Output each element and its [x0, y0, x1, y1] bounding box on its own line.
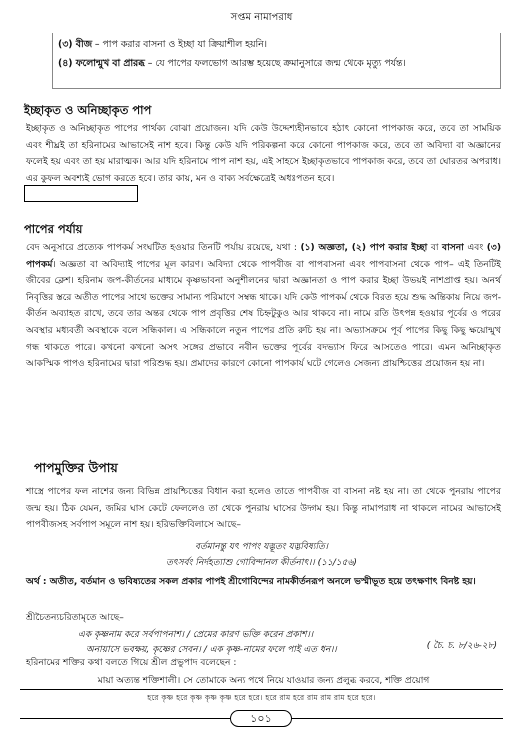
footer-line-left	[20, 718, 230, 719]
paragraph-deliberate-sin: ইচ্ছাকৃত ও অনিচ্ছাকৃত পাপের পার্থক্য বোঝা প্রয়োজন। যদি কেউ উদ্দেশ্যহীনভাবে হঠাৎ কোনো পাপকাজ করে, তবে তা সাময়িক এবং শীঘ্রই তা হরিনামের আভাসেই নাশ হবে। কিন্তু কেউ যদি পরিকল্পনা করে কোনো পাপকাজ করে, তবে তা অবিদ্যা বা অজ্ঞানের ফলেই হয় এবং তা হয় মারাত্মক। আর যদি হরিনামে পাপ নাশ হয়, এই সাহসে ইচ্ছাকৃতভাবে পাপকাজ করে, তবে তা ঘোরতর অপরাধ। এর কুফল অবশ্যই ভোগ করতে হবে। তার কায়, মন ও বাক্য সর্বক্ষেত্রেই অধঃপতন হবে।	[26, 124, 501, 184]
section-heading-deliberate-sin: ইচ্ছাকৃত ও অনিচ্ছাকৃত পাপ	[24, 103, 152, 117]
text-run: বা	[427, 243, 443, 253]
footer-line-right	[292, 718, 503, 719]
text-run: এবং	[463, 243, 487, 253]
list-item-bija	[58, 37, 499, 52]
item-text: – পাপ করার বাসনা ও ইচ্ছা যা ক্রিয়াশীল হয়নি।	[91, 39, 267, 50]
verse-reference: ( চৈ. চ. ৮/২৬-২৮)	[426, 641, 497, 651]
bold-run: (৩) পাপকর্ম	[26, 243, 501, 270]
section-heading-stages-of-sin: পাপের পর্যায়	[24, 222, 83, 236]
item-label: (৪) ফলোন্মুখ বা প্রারব্ধ	[58, 58, 145, 69]
sanskrit-verse-line-1: বর্তমানন্তু যৎ পাপং যদ্ভূতং যদ্ভবিষ্যতি।	[194, 542, 329, 552]
text-run: বেদ অনুসারে প্রত্যেক পাপকর্ম সংঘটিত হওয়ার তিনটি পর্যায় রয়েছে, যথা :	[26, 243, 301, 253]
bengali-verse-line-2: অনায়াসে ভবক্ষয়, কৃষ্ণের সেবন। / এক কৃষ্ণ-নামের ফলে পাই এত ধন।।	[86, 645, 337, 655]
paragraph-liberation: শাস্ত্রে পাপের ফল নাশের জন্য বিভিন্ন প্রায়শ্চিত্তের বিধান করা হলেও তাতে পাপবীজ বা বাসনা নষ্ট হয় না। তা থেকে পুনরায় পাপের জন্ম হয়। ঠিক যেমন, জমির ঘাস কেটে ফেললেও তা থেকে পুনরায় ঘাসের উদ্গম হয়। কিন্তু নামাপরাধ না থাকলে নামের আভাসেই পাপবীজসহ সর্বপাপ সমূলে নাশ হয়। হরিভক্তিবিলাসে আছে–	[26, 487, 501, 531]
footer-rule	[20, 689, 503, 690]
bold-run: (১) অজ্ঞতা, (২) পাপ করার ইচ্ছা	[300, 243, 428, 253]
meaning-label: অর্থ :	[26, 577, 50, 587]
page-number: ১০১	[230, 710, 292, 727]
prabhupada-intro: হরিনামের শক্তির কথা বলতে গিয়ে শ্রীল প্রভুপাদ বলেছেন :	[26, 658, 237, 668]
prabhupada-quote: মায়া অত্যন্ত শক্তিশালী। সে তোমাকে অন্য পথে নিয়ে যাওয়ার জন্য প্রলুব্ধ করবে, শক্তি প্রয়োগ	[97, 676, 430, 686]
section-heading-liberation: পাপমুক্তির উপায়	[34, 460, 118, 475]
item-label: (৩) বীজ	[58, 39, 92, 50]
footer-mantra: হরে কৃষ্ণ হরে কৃষ্ণ কৃষ্ণ কৃষ্ণ হরে হরে। হরে রাম হরে রাম রাম রাম হরে হরে।	[147, 693, 376, 702]
list-item-prarabdha	[58, 56, 499, 71]
paragraph-stages-of-sin	[26, 240, 501, 373]
meaning-text: অতীত, বর্তমান ও ভবিষ্যতের সকল প্রকার পাপই শ্রীগোবিন্দের নামকীর্তনরূপ অনলে ভস্মীভূত হয়ে তৎক্ষণাৎ বিনষ্ট হয়।	[49, 577, 476, 587]
bold-run: বাসনা	[442, 243, 464, 253]
highlight-box	[24, 185, 138, 202]
text-run: । অজ্ঞতা বা অবিদ্যাই পাপের মূল কারণ। অবিদ্যা থেকে পাপবীজ বা পাপবাসনা এবং পাপবাসনা থেকে পাপ– এই তিনটিই জীবের ক্লেশ। হরিনাম জপ-কীর্তনের মাধ্যমে কৃষ্ণভাবনা অনুশীলনের দ্বারা অজ্ঞানতা ও পাপ করার ইচ্ছা উভয়ই নাশপ্রাপ্ত হয়। অনর্থ নিবৃত্তির স্তরে অতীত পাপের সাথে ভক্তের সামান্য পরিমাণে সম্বন্ধ থাকে। যদি কেউ পাপকর্ম থেকে বিরত হয়ে শুদ্ধ অন্তিকায় নিয়ে জপ-কীর্তন অব্যাহত রাখে, তবে তার অন্তর থেকে পাপ প্রবৃত্তির শেষ চিহ্নটুকুও আর থাকবে না। নামে রতি উৎপন্ন হওয়ার পূর্বের ও পরের অবস্থার মধ্যবর্তী অবস্থাকে বলে সন্ধিকাল। এ সন্ধিকালে নতুন পাপের প্রতি রুচি হয় না। অভ্যাসক্রমে পূর্ব পাপের কিছু কিছু ক্ষয়োন্মুখ গন্ধ থাকতে পারে। কখনো কখনো অসৎ সঙ্গের প্রভাবে নবীন ভক্তের পূর্বের বদভ্যাস ফিরে আসতেও পারে। এমন অনিচ্ছাকৃত আকস্মিক পাপও হরিনামের দ্বারা পরিশুদ্ধ হয়। প্রমাদের কারণে কোনো পাপকার্য ঘটে গেলেও সেজন্য প্রায়শ্চিত্তের প্রয়োজন হয় না।	[26, 259, 501, 370]
bengali-verse-line-1: এক কৃষ্ণনাম করে সর্বপাপনাশ। / প্রেমের কারণ ভক্তি করেন প্রকাশ।।	[78, 630, 314, 640]
sanskrit-verse-line-2: তৎসর্বং নির্দহত্যাশু গোবিন্দানল কীর্তনাৎ।। (১১/১৫৬)	[166, 558, 357, 568]
item-text: – যে পাপের ফলভোগ আরম্ভ হয়েছে ক্রমানুসারে জন্ম থেকে মৃত্যু পর্যন্ত।	[144, 58, 406, 69]
page-header: সপ্তম নামাপরাধ	[230, 12, 293, 23]
cc-intro: শ্রীচৈতন্যচরিতামৃতে আছে–	[26, 613, 124, 623]
verse-meaning	[26, 574, 501, 591]
